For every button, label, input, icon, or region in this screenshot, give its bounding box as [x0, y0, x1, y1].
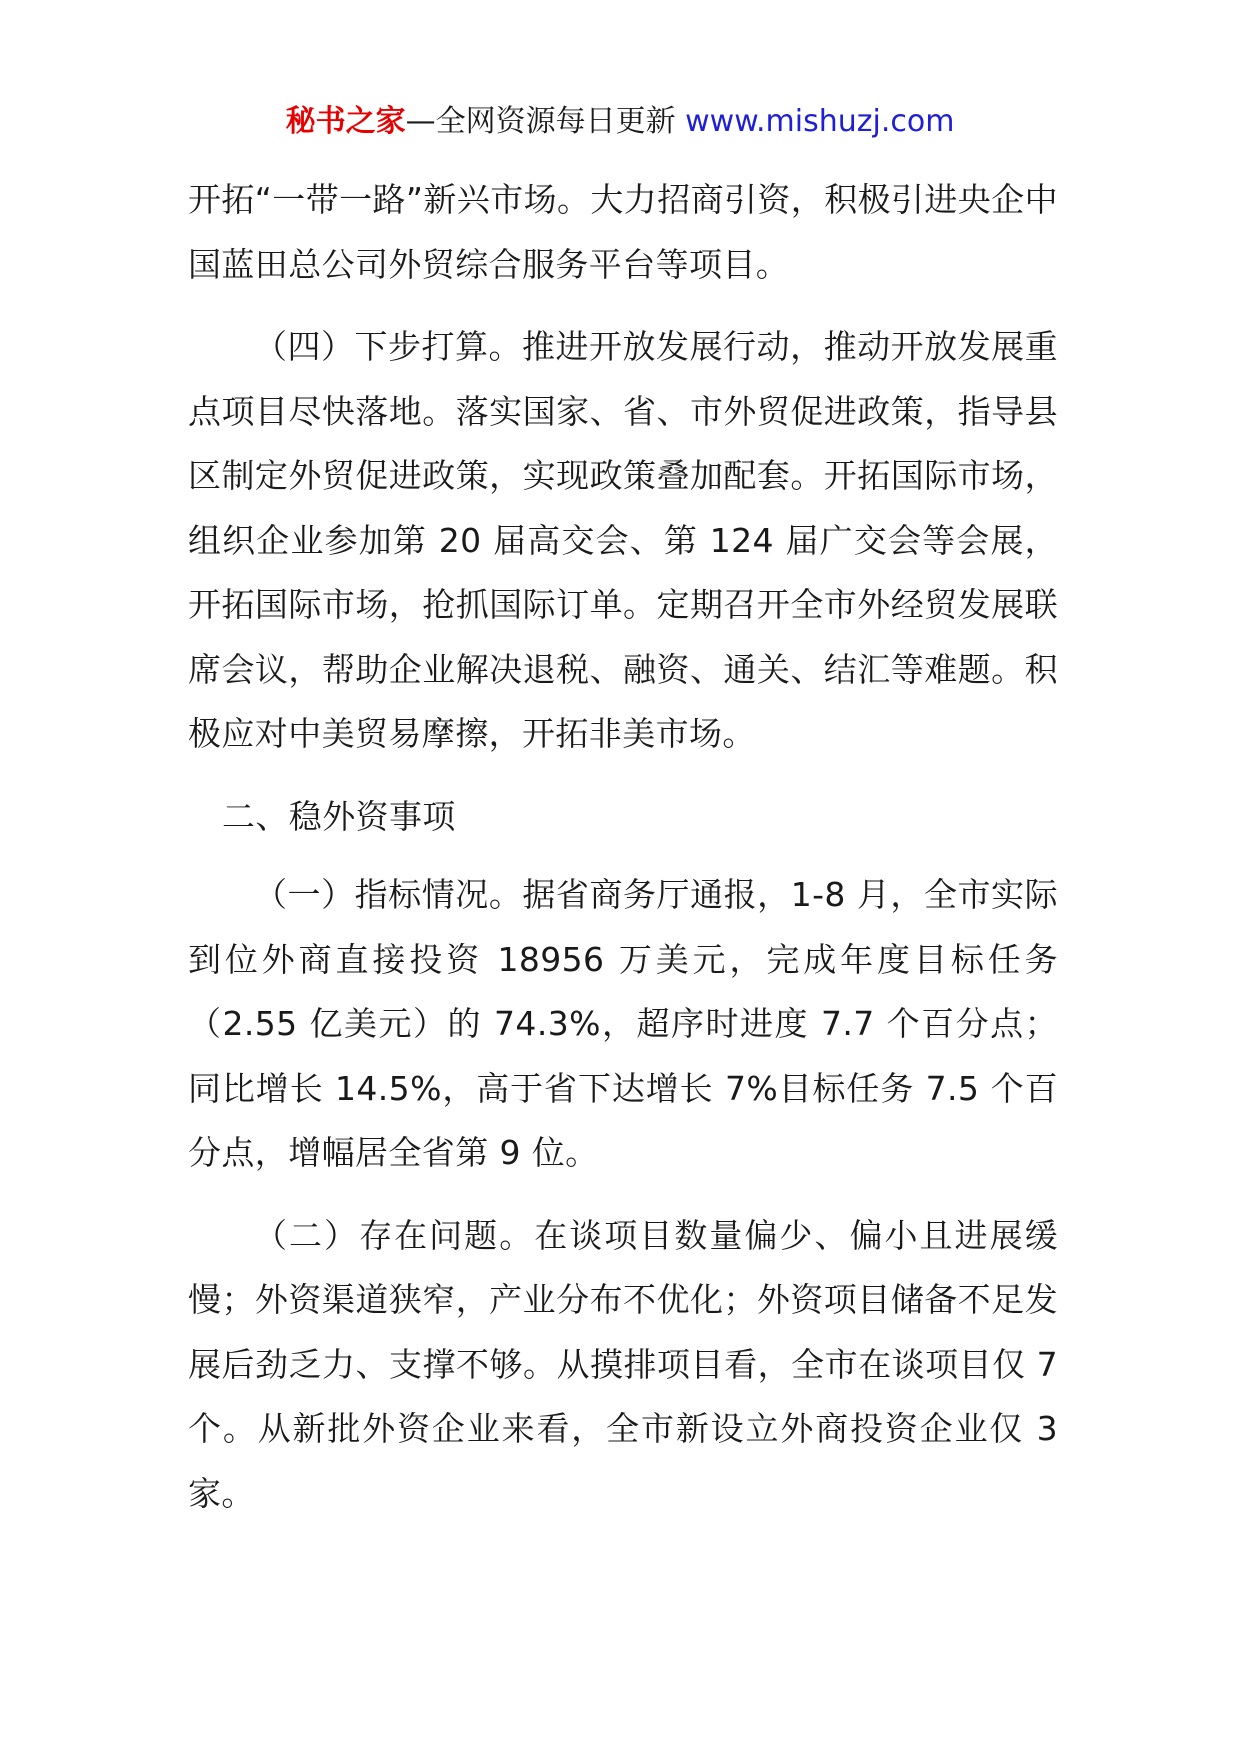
- section-heading-foreign-investment: 二、稳外资事项: [222, 796, 456, 836]
- page-header: [0, 100, 1240, 144]
- paragraph-indicators: （一）指标情况。据省商务厅通报，1-8 月，全市实际到位外商直接投资 18956 万美元，完成年度目标任务（2.55 亿美元）的 74.3%，超序时进度 7.7 个百分点；同比增长 14.5%，高于省下达增长 7%目标任务 7.5 个百分点，增幅居全省第 9 位。: [188, 875, 1058, 1172]
- paragraph-problems: （二）存在问题。在谈项目数量偏少、偏小且进展缓慢；外资渠道狭窄，产业分布不优化；外资项目储备不足发展后劲乏力、支撑不够。从摸排项目看，全市在谈项目仅 7 个。从新批外资企业来看，全市新设立外商投资企业仅 3 家。: [188, 1215, 1058, 1513]
- header-tagline: —全网资源每日更新: [405, 104, 686, 139]
- document-body: [188, 168, 1058, 1544]
- brand-name: 秘书之家: [285, 104, 406, 139]
- website-link[interactable]: www.mishuzj.com: [685, 104, 955, 139]
- paragraph-next-steps: （四）下步打算。推进开放发展行动，推动开放发展重点项目尽快落地。落实国家、省、市外贸促进政策，指导县区制定外贸促进政策，实现政策叠加配套。开拓国际市场，组织企业参加第 20 届高交会、第 124 届广交会等会展，开拓国际市场，抢抓国际订单。定期召开全市外经贸发展联席会议，帮助企业解决退税、融资、通关、结汇等难题。积极应对中美贸易摩擦，开拓非美市场。: [188, 327, 1058, 753]
- paragraph-continuation: 开拓“一带一路”新兴市场。大力招商引资，积极引进央企中国蓝田总公司外贸综合服务平台等项目。: [188, 180, 1058, 284]
